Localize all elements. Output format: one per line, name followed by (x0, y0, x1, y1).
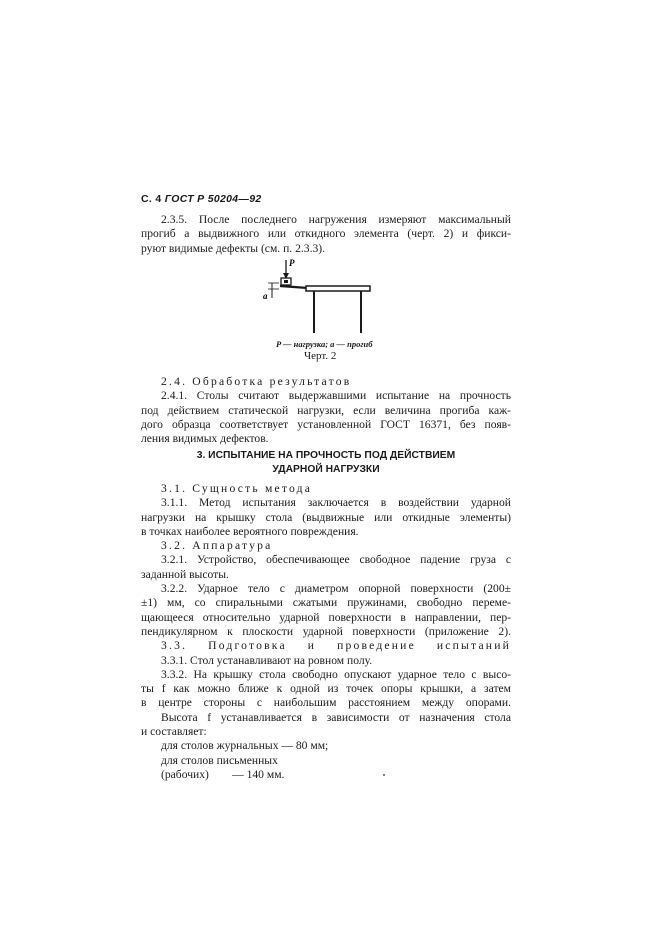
page-speck (383, 774, 385, 776)
list-item: для столов журнальных — 80 мм; (161, 739, 329, 753)
text-line: пендикулярном к плоскости ударной поверхности (приложение 2). (141, 624, 511, 638)
text-line: 3.3.2. На крышку стола свободно опускают ударное тело с высо- (161, 667, 511, 681)
page-header (141, 193, 261, 205)
text-line: под действием статической нагрузки, если величина прогиба каж- (141, 403, 511, 417)
page-number: С. 4 (141, 193, 162, 205)
section-3-title (141, 449, 511, 476)
figure-caption: P — нагрузка; a — прогиб (276, 339, 373, 349)
text-line: 3.1.1. Метод испытания заключается в воздействии ударной (161, 496, 511, 510)
title-line: УДАРНОЙ НАГРУЗКИ (272, 463, 380, 475)
standard-code: ГОСТ Р 50204—92 (164, 193, 262, 205)
text-line: 3.3.1. Стол устанавливают на ровном полу. (161, 653, 373, 667)
text-line: прогиб a выдвижного или откидного элемента (черт. 2) и фикси- (141, 227, 511, 241)
section-heading: 3.2. Аппаратура (161, 539, 273, 553)
label-a: a (263, 291, 268, 301)
extension-element (280, 286, 308, 288)
text-line: 3.2.2. Ударное тело с диаметром опорной поверхности (200± (161, 582, 511, 596)
section-heading: 3.3. Подготовка и проведение испытаний (161, 639, 511, 653)
section-heading: 2.4. Обработка результатов (161, 375, 352, 388)
figure-number: Черт. 2 (304, 350, 337, 362)
text-line: ты f как можно ближе к одной из точек опоры крышки, а затем (141, 682, 511, 696)
text-line: щающееся относительно ударной поверхности в направлении, пер- (141, 610, 511, 624)
text-line: ±1) мм, со спиральными сжатыми пружинами, свободно переме- (141, 596, 511, 610)
text-line: в точках наиболее вероятного повреждения. (141, 524, 359, 538)
paragraph-2-4 (141, 375, 511, 446)
section-3-body (141, 482, 511, 782)
load-block-mark (284, 280, 288, 283)
text-line: и составляет: (141, 725, 207, 739)
text-line: Высота f устанавливается в зависимости от назначения стола (161, 710, 511, 724)
figure-2-table-diagram (252, 256, 382, 336)
section-heading: 3.1. Сущность метода (161, 482, 313, 495)
paragraph-2-3-5 (141, 213, 511, 256)
table-top (306, 286, 370, 291)
list-item: (рабочих) — 140 мм. (161, 767, 285, 781)
text-line: заданной высоты. (141, 567, 229, 581)
label-p: P (289, 258, 295, 268)
text-line: ления видимых дефектов. (141, 432, 269, 446)
text-line: в центре стороны с наибольшим расстоянием между опорами. (141, 696, 511, 710)
text-line: 3.2.1. Устройство, обеспечивающее свободное падение груза с (161, 553, 511, 567)
text-line: руют видимые дефекты (см. п. 2.3.3). (141, 241, 326, 255)
text-line: нагрузки на крышку стола (выдвижные или откидные элементы) (141, 510, 511, 524)
text-line: дого образца соответствует установленной ГОСТ 16371, без появ- (141, 417, 511, 431)
list-item: для столов письменных (161, 753, 278, 767)
title-line: 3. ИСПЫТАНИЕ НА ПРОЧНОСТЬ ПОД ДЕЙСТВИЕМ (196, 450, 456, 461)
text-line: 2.4.1. Столы считают выдержавшими испытание на прочность (161, 389, 511, 403)
text-line: 2.3.5. После последнего нагружения измеряют максимальный (161, 213, 511, 226)
